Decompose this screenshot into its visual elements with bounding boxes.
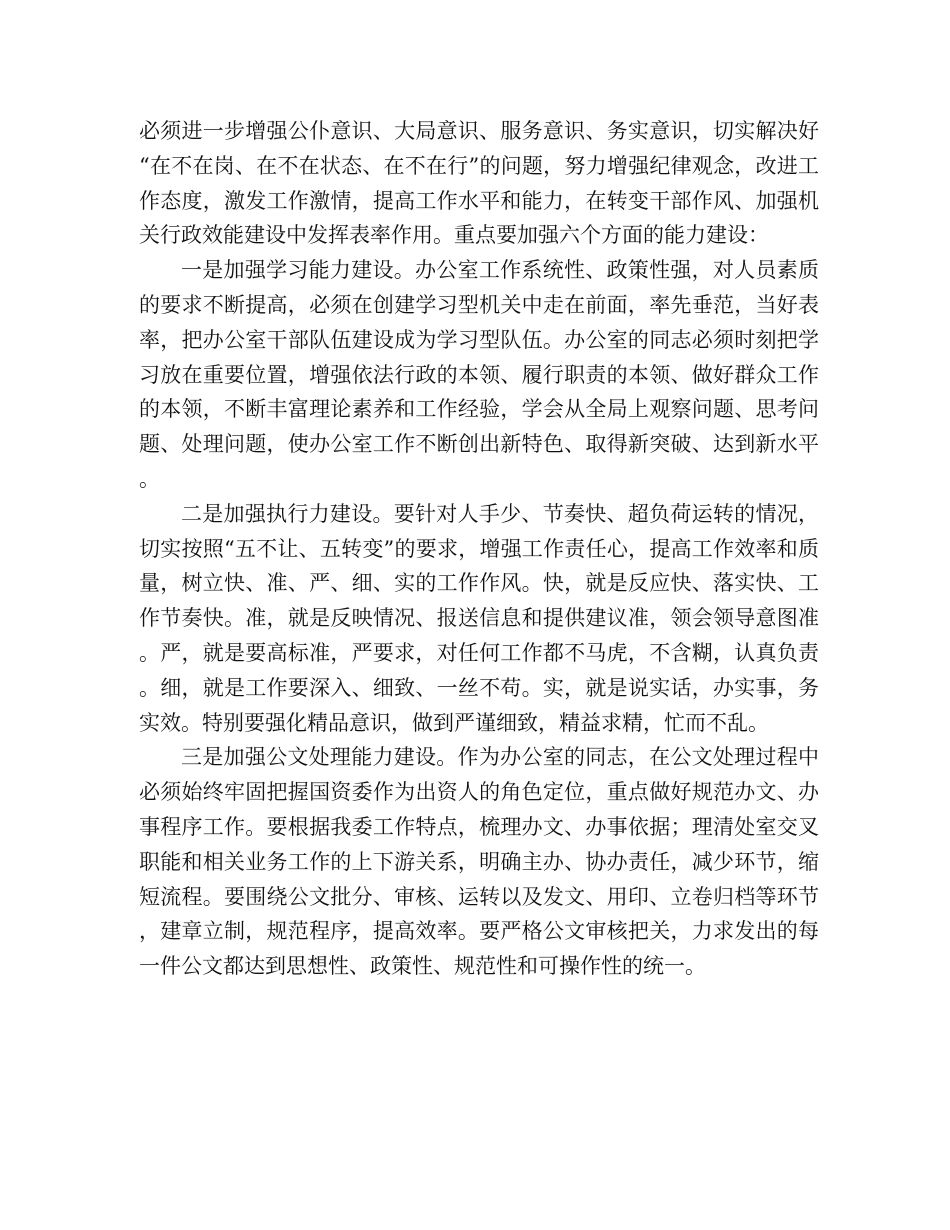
paragraph-learning-ability: 一是加强学习能力建设。办公室工作系统性、政策性强，对人员素质的要求不断提高，必须在创建学习型机关中走在前面，率先垂范，当好表率，把办公室干部队伍建设成为学习型队伍。办公室的同志必须时刻把学习放在重要位置，增强依法行政的本领、履行职责的本领、做好群众工作的本领，不断丰富理论素养和工作经验，学会从全局上观察问题、思考问题、处理问题，使办公室工作不断创出新特色、取得新突破、达到新水平。 [139,258,819,491]
document-body [139,114,819,984]
paragraph-continuation: 必须进一步增强公仆意识、大局意识、服务意识、务实意识，切实解决好“在不在岗、在不在状态、在不在行”的问题，努力增强纪律观念，改进工作态度，激发工作激情，提高工作水平和能力，在转变干部作风、加强机关行政效能建设中发挥表率作用。重点要加强六个方面的能力建设： [139,119,819,248]
paragraph-document-handling: 三是加强公文处理能力建设。作为办公室的同志，在公文处理过程中必须始终牢固把握国资委作为出资人的角色定位，重点做好规范办文、办事程序工作。要根据我委工作特点，梳理办文、办事依据；理清处室交叉职能和相关业务工作的上下游关系，明确主办、协办责任，减少环节，缩短流程。要围绕公文批分、审核、运转以及发文、用印、立卷归档等环节，建章立制，规范程序，提高效率。要严格公文审核把关，力求发出的每一件公文都达到思想性、政策性、规范性和可操作性的统一。 [139,745,819,979]
paragraph-execution-ability: 二是加强执行力建设。要针对人手少、节奏快、超负荷运转的情况，切实按照“五不让、五转变”的要求，增强工作责任心，提高工作效率和质量，树立快、准、严、细、实的工作作风。快，就是反应快、落实快、工作节奏快。准，就是反映情况、报送信息和提供建议准，领会领导意图准。严，就是要高标准，严要求，对任何工作都不马虎，不含糊，认真负责。细，就是工作要深入、细致、一丝不苟。实，就是说实话，办实事，务实效。特别要强化精品意识，做到严谨细致，精益求精，忙而不乱。 [139,501,819,735]
